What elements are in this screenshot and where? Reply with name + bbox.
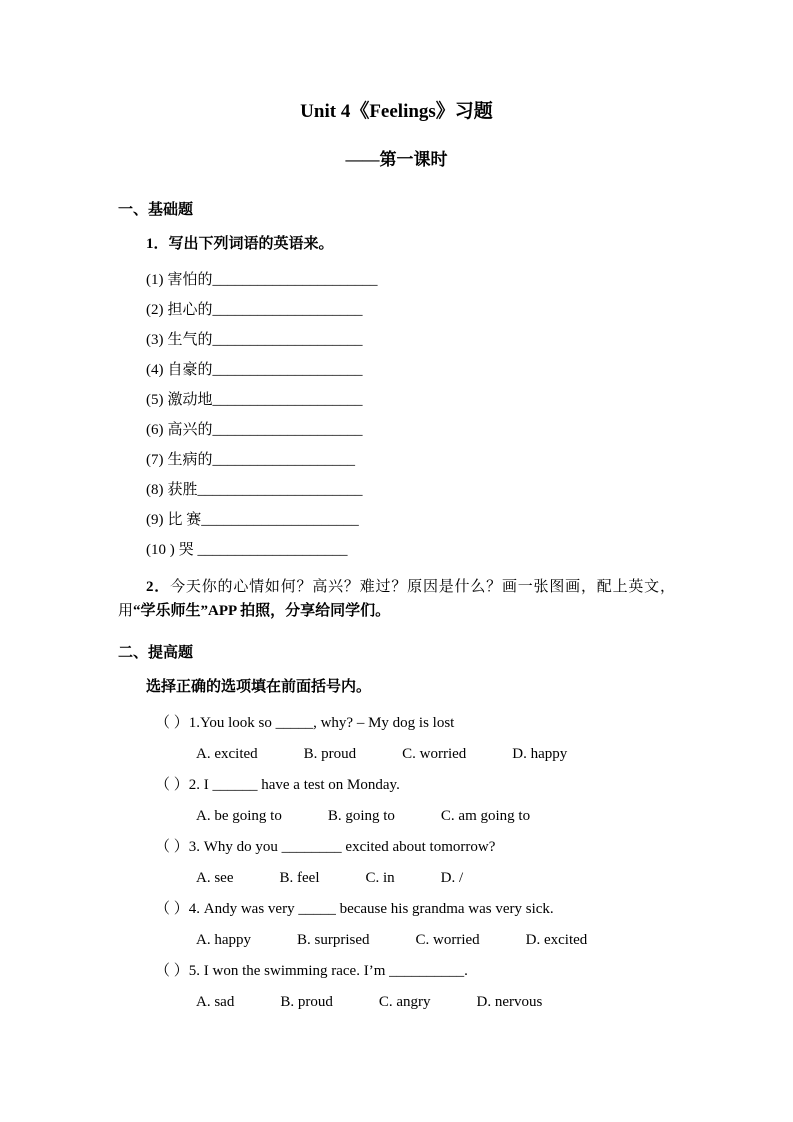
item-blank: ____________________: [193, 542, 348, 558]
question2-app-phrase: “学乐师生”APP 拍照，分享给同学们。: [133, 603, 391, 619]
mc-option: C. worried: [402, 746, 467, 762]
question2-body: 今天你的心情如何？高兴？难过？原因是什么？画一张图画，配上英文，用: [118, 579, 675, 619]
item-number: (1): [146, 272, 164, 288]
fill-item-5: [146, 385, 675, 415]
mc-option: B. going to: [327, 808, 395, 824]
mc-option: A. happy: [196, 932, 251, 948]
mc-question-3-stem: （ ）3. Why do you ________ excited about tomorrow?: [155, 839, 496, 855]
mc-option: C. in: [365, 870, 395, 886]
item-blank: ____________________: [212, 392, 363, 408]
mc-option: B. proud: [303, 746, 357, 762]
page-title: Unit 4《Feelings》习题: [300, 101, 493, 122]
item-number: (3): [146, 332, 164, 348]
item-word: 生病的: [167, 452, 213, 468]
item-number: (9): [146, 512, 164, 528]
item-number: (5): [146, 392, 164, 408]
mc-question-2-stem: （ ）2. I ______ have a test on Monday.: [155, 777, 400, 793]
mc-option: A. excited: [196, 746, 258, 762]
mc-question-1-stem: （ ）1.You look so _____, why? – My dog is lost: [155, 715, 455, 731]
fill-item-9: [146, 505, 675, 535]
item-blank: ____________________: [212, 302, 363, 318]
item-word: 担心的: [167, 302, 213, 318]
item-number: (6): [146, 422, 164, 438]
item-blank: ____________________: [212, 362, 363, 378]
fill-item-7: [146, 445, 675, 475]
item-blank: ______________________: [197, 482, 363, 498]
mc-option: A. see: [196, 870, 234, 886]
mc-option: C. worried: [415, 932, 480, 948]
mc-question-4-options: [196, 925, 675, 956]
mc-question-5-stem: （ ）5. I won the swimming race. I’m __________.: [155, 963, 468, 979]
item-number: (7): [146, 452, 164, 468]
mc-question-3-options: [196, 863, 675, 894]
item-blank: ___________________: [212, 452, 356, 468]
item-blank: ____________________: [212, 332, 363, 348]
item-blank: _____________________: [201, 512, 359, 528]
fill-item-4: [146, 355, 675, 385]
mc-option: D. /: [440, 870, 464, 886]
section2-heading: 二、提高题: [118, 645, 194, 661]
fill-item-2: [146, 295, 675, 325]
item-blank: ____________________: [212, 422, 363, 438]
section2-instruction: 选择正确的选项填在前面括号内。: [146, 679, 372, 695]
mc-option: D. nervous: [476, 994, 543, 1010]
fill-item-3: [146, 325, 675, 355]
item-word: 比 赛: [167, 512, 202, 528]
item-word: 哭: [178, 542, 194, 558]
item-number: (4): [146, 362, 164, 378]
mc-option: B. proud: [280, 994, 333, 1010]
mc-option: C. am going to: [440, 808, 531, 824]
mc-question-2-options: [196, 801, 675, 832]
item-number: (10 ): [146, 542, 175, 558]
item-number: (2): [146, 302, 164, 318]
mc-option: B. feel: [279, 870, 320, 886]
question2-number: 2．: [146, 579, 171, 595]
mc-question-5-options: [196, 987, 675, 1018]
mc-option: D. excited: [525, 932, 588, 948]
section1-heading: 一、基础题: [118, 202, 194, 218]
item-word: 生气的: [167, 332, 213, 348]
item-word: 自豪的: [167, 362, 213, 378]
mc-option: A. sad: [196, 994, 235, 1010]
question1-label: 1．写出下列词语的英语来。: [146, 236, 334, 252]
fill-item-6: [146, 415, 675, 445]
item-blank: ______________________: [212, 272, 378, 288]
mc-option: A. be going to: [196, 808, 282, 824]
item-number: (8): [146, 482, 164, 498]
item-word: 获胜: [167, 482, 198, 498]
question2-text: [118, 575, 675, 623]
item-word: 高兴的: [167, 422, 213, 438]
mc-question-4-stem: （ ）4. Andy was very _____ because his grandma was very sick.: [155, 901, 554, 917]
fill-item-1: [146, 265, 675, 295]
fill-item-10: [146, 535, 675, 565]
page-subtitle: ——第一课时: [345, 150, 448, 169]
item-word: 害怕的: [167, 272, 213, 288]
fill-item-8: [146, 475, 675, 505]
mc-option: C. angry: [378, 994, 431, 1010]
mc-question-1-options: [196, 739, 675, 770]
mc-option: D. happy: [512, 746, 568, 762]
item-word: 激动地: [167, 392, 213, 408]
mc-option: B. surprised: [297, 932, 370, 948]
